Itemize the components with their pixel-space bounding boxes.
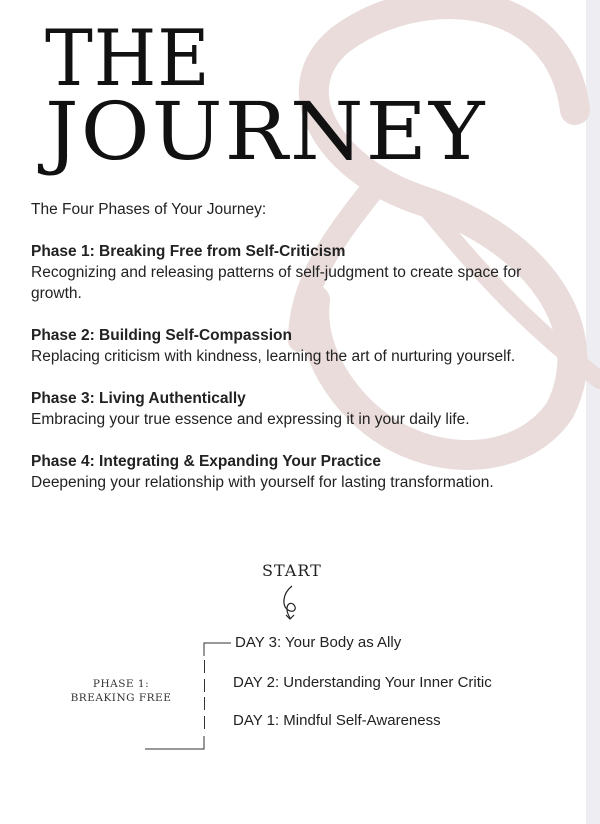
roadmap-tick	[204, 716, 205, 729]
phase-1-label	[66, 677, 176, 705]
phase-description: Replacing criticism with kindness, learning the art of nurturing yourself.	[31, 348, 516, 365]
phase-label-line-1: PHASE 1:	[92, 678, 150, 690]
phase-heading: Phase 2: Building Self-Compassion	[31, 327, 292, 344]
start-label: START	[262, 561, 322, 580]
day-3-item: DAY 3: Your Body as Ally	[235, 634, 402, 651]
roadmap-tick	[204, 697, 205, 710]
title-line-1: THE	[45, 14, 211, 104]
phase-heading: Phase 4: Integrating & Expanding Your Practice	[31, 453, 381, 470]
phases-intro: The Four Phases of Your Journey:	[31, 201, 267, 218]
day-1-item: DAY 1: Mindful Self-Awareness	[233, 712, 441, 729]
phase-description: Deepening your relationship with yourself for lasting transformation.	[31, 474, 494, 491]
phase-label-line-2: BREAKING FREE	[70, 692, 172, 704]
phase-description: Recognizing and releasing patterns of self-judgment to create space for growth.	[31, 264, 522, 302]
roadmap-tick	[204, 679, 205, 692]
phase-heading: Phase 1: Breaking Free from Self-Criticism	[31, 243, 346, 260]
title-line-2: JOURNEY	[45, 85, 487, 178]
roadmap-tick	[204, 660, 205, 673]
phase-heading: Phase 3: Living Authentically	[31, 390, 246, 407]
day-2-item: DAY 2: Understanding Your Inner Critic	[233, 674, 492, 691]
phase-description: Embracing your true essence and expressing it in your daily life.	[31, 411, 470, 428]
